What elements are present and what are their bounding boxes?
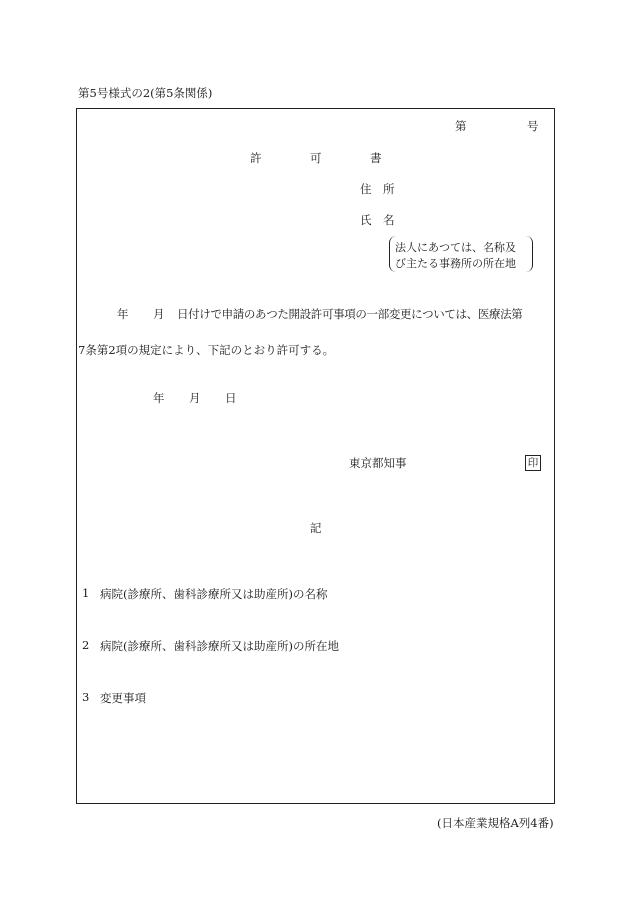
name-label-char-1: 氏 [360, 213, 372, 227]
title-char-1: 許 [250, 151, 262, 165]
form-frame [76, 108, 555, 804]
corporation-note-line1: 法人にあつては、名称及 [395, 241, 516, 254]
item-number: 1 [82, 586, 90, 600]
body-month: 月 [153, 307, 165, 321]
body-year: 年 [117, 307, 129, 321]
corporation-note-line2: び主たる事務所の所在地 [395, 257, 516, 270]
permit-number-suffix: 号 [527, 119, 539, 133]
seal-mark: 印 [525, 455, 541, 471]
item-text: 病院(診療所、歯科診療所又は助産所)の名称 [100, 587, 328, 601]
item-number: 2 [82, 638, 90, 652]
address-label-char-1: 住 [360, 182, 372, 196]
body-line2: 7条第2項の規定により、下記のとおり許可する。 [78, 343, 335, 357]
item-number: 3 [82, 690, 90, 704]
body-line1: 日付けで申請のあつた開設許可事項の一部変更については、医療法第 [177, 307, 523, 321]
date-day: 日 [225, 391, 237, 405]
address-label-char-2: 所 [383, 182, 395, 196]
corporation-note [389, 236, 533, 272]
record-heading: 記 [310, 521, 322, 535]
paper-size-note: (日本産業規格A列4番) [437, 816, 554, 830]
date-year: 年 [153, 391, 165, 405]
title-char-2: 可 [310, 151, 322, 165]
permit-number-prefix: 第 [455, 119, 467, 133]
title-char-3: 書 [370, 151, 382, 165]
name-label-char-2: 名 [383, 213, 395, 227]
date-month: 月 [189, 391, 201, 405]
item-text: 変更事項 [100, 691, 146, 705]
form-label: 第5号様式の2(第5条関係) [78, 86, 213, 100]
issuer: 東京都知事 [349, 456, 407, 470]
item-text: 病院(診療所、歯科診療所又は助産所)の所在地 [100, 639, 339, 653]
